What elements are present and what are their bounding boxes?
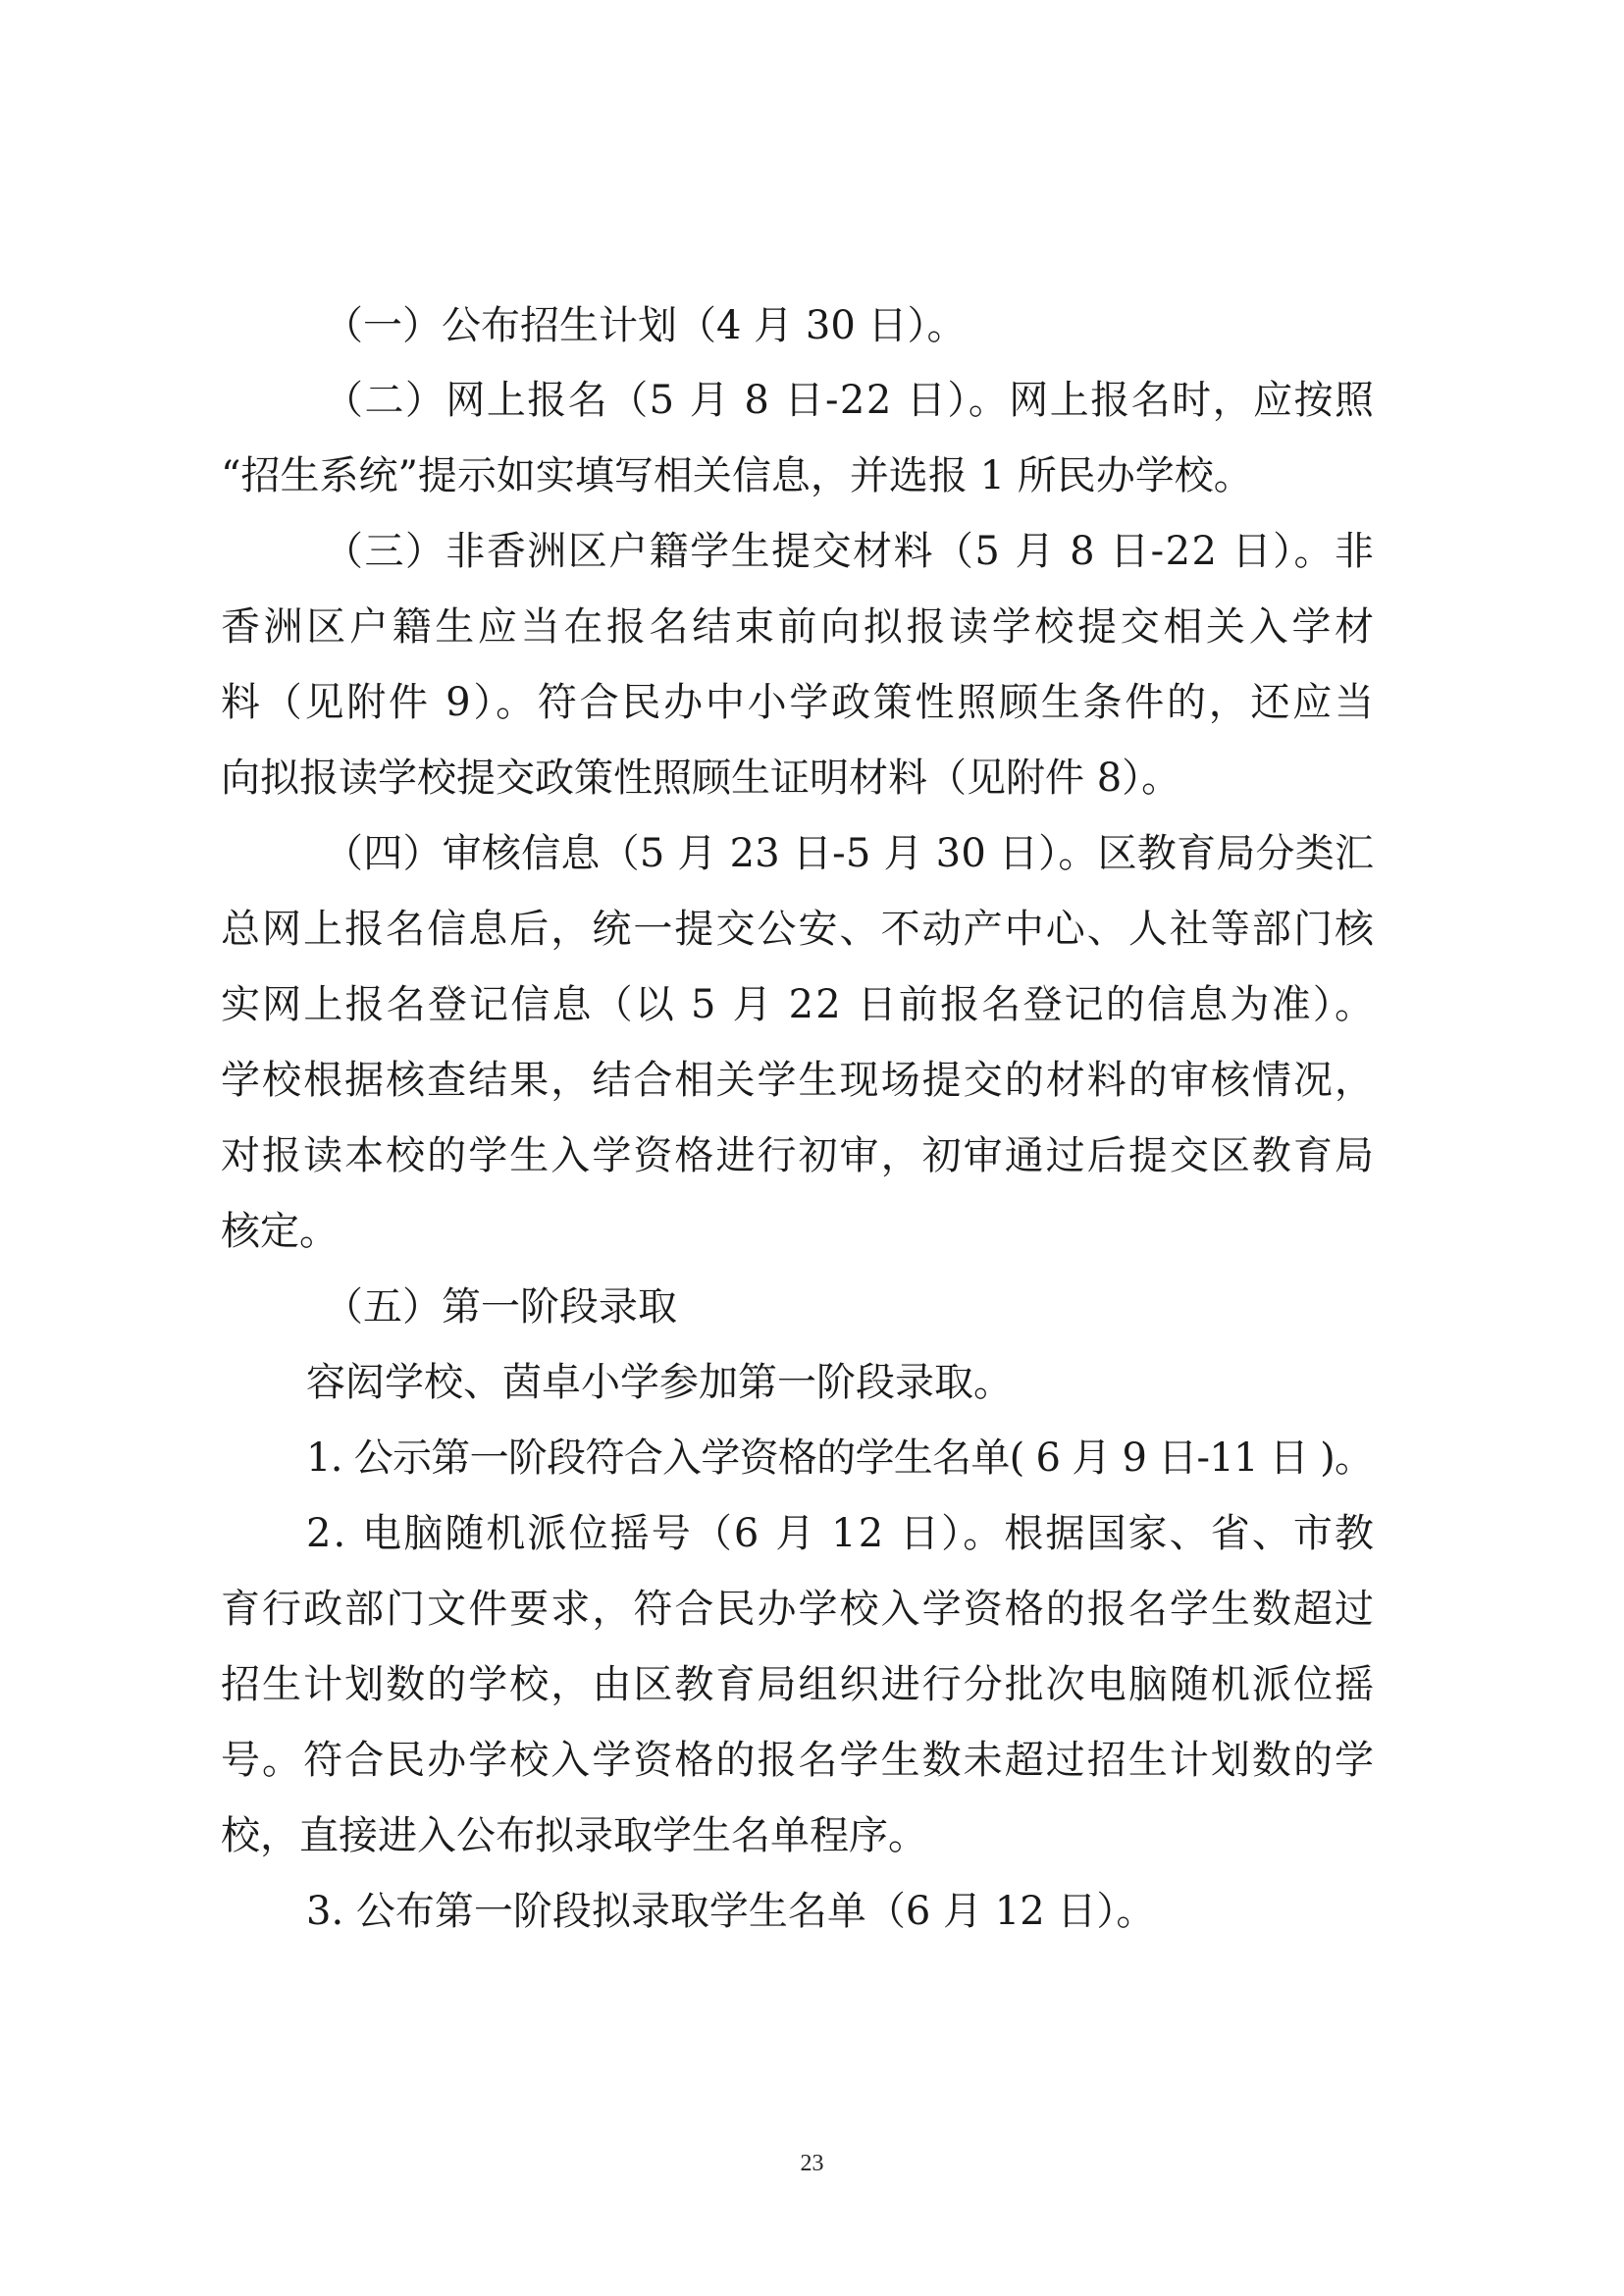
text-line-content: 2. 电脑随机派位摇号（6 月 12 日）。根据国家、省、市教: [306, 1511, 1377, 1556]
text-line-content: （一）公布招生计划（4 月 30 日）。: [324, 303, 967, 348]
text-line: [0, 287, 1624, 365]
text-line-content: 料（见附件 9）。符合民办中小学政策性照顾生条件的，还应当: [221, 680, 1377, 725]
text-line-content: 向拟报读学校提交政策性照顾生证明材料（见附件 8）。: [221, 756, 1181, 801]
text-line: [0, 1645, 1624, 1724]
text-line: [0, 663, 1624, 742]
text-line-content: （二）网上报名（5 月 8 日-22 日）。网上报名时，应按照: [324, 378, 1376, 423]
text-line-content: 对报读本校的学生入学资格进行初审，初审通过后提交区教育局: [221, 1133, 1377, 1178]
text-line: [0, 1797, 1624, 1875]
text-line: [0, 1721, 1624, 1800]
text-line-content: “招生系统”提示如实填写相关信息，并选报 1 所民办学校。: [221, 453, 1253, 498]
text-line: [0, 965, 1624, 1044]
text-line: [0, 437, 1624, 515]
text-line: [0, 1570, 1624, 1648]
text-line: [0, 1041, 1624, 1120]
text-line: [0, 1872, 1624, 1951]
text-line-content: 校，直接进入公布拟录取学生名单程序。: [221, 1813, 927, 1858]
text-line-content: （四）审核信息（5 月 23 日-5 月 30 日）。区教育局分类汇: [324, 831, 1375, 876]
text-line: [0, 1117, 1624, 1195]
text-line-content: 学校根据核查结果，结合相关学生现场提交的材料的审核情况，: [221, 1058, 1377, 1103]
text-line-content: 3. 公布第一阶段拟录取学生名单（6 月 12 日）。: [306, 1889, 1156, 1934]
text-line-content: （三）非香洲区户籍学生提交材料（5 月 8 日-22 日）。非: [324, 529, 1376, 574]
text-line: [0, 361, 1624, 440]
text-line: [0, 890, 1624, 968]
page-number: 23: [800, 2151, 824, 2176]
text-line-content: 1. 公示第一阶段符合入学资格的学生名单( 6 月 9 日-11 日 )。: [306, 1435, 1374, 1481]
text-line: [0, 1494, 1624, 1573]
text-line-content: 香洲区户籍生应当在报名结束前向拟报读学校提交相关入学材: [221, 604, 1378, 650]
text-line-content: 招生计划数的学校，由区教育局组织进行分批次电脑随机派位摇: [221, 1662, 1377, 1707]
text-line: [0, 512, 1624, 591]
text-line-content: 核定。: [221, 1209, 339, 1254]
text-line-content: 总网上报名信息后，统一提交公安、不动产中心、人社等部门核: [221, 907, 1377, 952]
text-line: [0, 1419, 1624, 1497]
section-heading: [0, 1268, 1624, 1346]
text-line-content: 育行政部门文件要求，符合民办学校入学资格的报名学生数超过: [221, 1587, 1377, 1632]
text-line-content: 号。符合民办学校入学资格的报名学生数未超过招生计划数的学: [221, 1738, 1377, 1783]
text-line: [0, 1192, 1624, 1271]
text-line: [0, 588, 1624, 666]
text-line-content: 实网上报名登记信息（以 5 月 22 日前报名登记的信息为准）。: [221, 982, 1377, 1027]
text-line: [0, 739, 1624, 817]
text-line: [0, 814, 1624, 893]
text-line: [0, 1343, 1624, 1422]
text-line-content: 容闳学校、茵卓小学参加第一阶段录取。: [306, 1360, 1013, 1405]
text-line-content: （五）第一阶段录取: [324, 1284, 677, 1330]
